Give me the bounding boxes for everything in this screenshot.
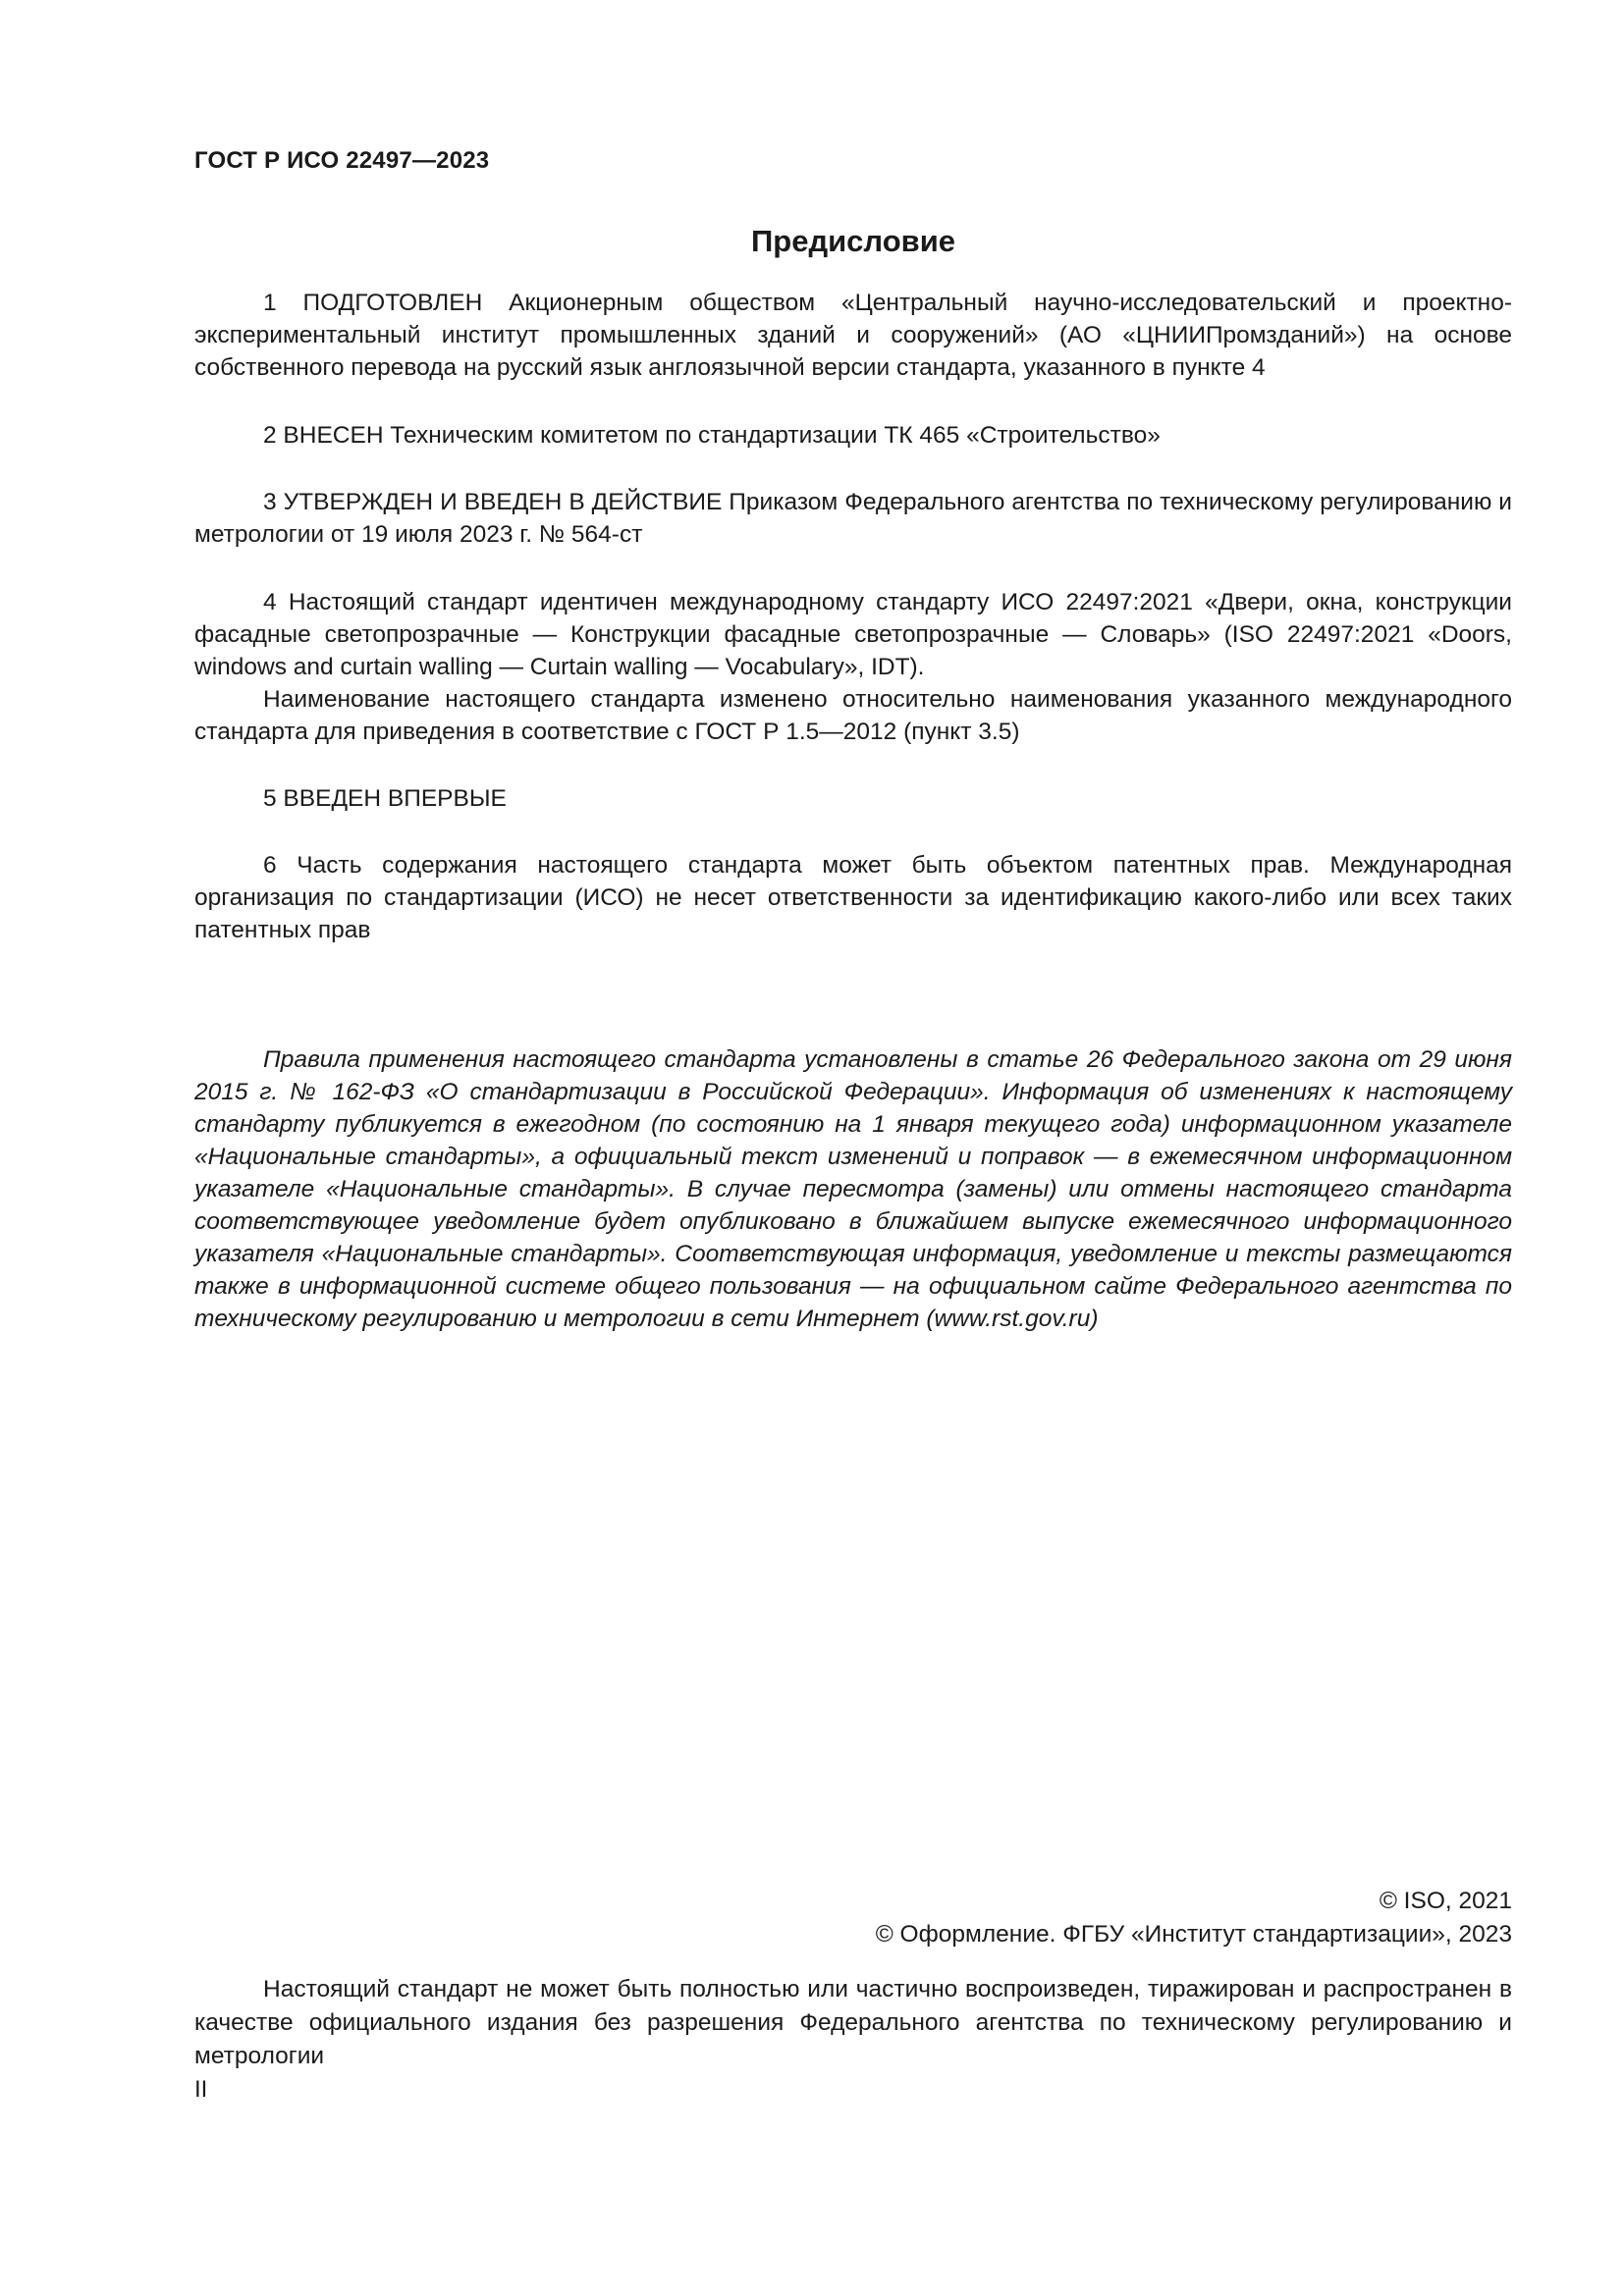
paragraph-5-introduced: 5 ВВЕДЕН ВПЕРВЫЕ: [263, 785, 507, 812]
copyright-iso: © ISO, 2021: [1379, 1888, 1512, 1914]
paragraph-1-prepared: 1 ПОДГОТОВЛЕН Акционерным обществом «Центральный научно-исследовательский и проектно-экспериментальный институт промышленных зданий и сооружений» (АО «ЦНИИПромзданий») на основе собственного перевода на русский язык англоязычной версии стандарта, указанного в пункте 4: [194, 290, 1512, 381]
paragraph-6-patents: 6 Часть содержания настоящего стандарта может быть объектом патентных прав. Международная организация по стандартизации (ИСО) не несет ответственности за идентификацию какого-либо или всех таких патентных прав: [194, 852, 1512, 943]
paragraph-2-submitted: 2 ВНЕСЕН Техническим комитетом по стандартизации ТК 465 «Строительство»: [263, 422, 1161, 449]
page-number: II: [194, 2076, 208, 2103]
paragraph-3-approved: 3 УТВЕРЖДЕН И ВВЕДЕН В ДЕЙСТВИЕ Приказом Федерального агентства по техническому регулированию и метрологии от 19 июля 2023 г. № 564-ст: [194, 489, 1512, 548]
paragraph-4-name-change: Наименование настоящего стандарта изменено относительно наименования указанного международного стандарта для приведения в соответствие с ГОСТ Р 1.5—2012 (пункт 3.5): [194, 686, 1512, 745]
page-title: Предисловие: [750, 224, 955, 258]
rules-notice: Правила применения настоящего стандарта установлены в статье 26 Федерального закона от 29 июня 2015 г. № 162-ФЗ «О стандартизации в Российской Федерации». Информация об изменениях к настоящему стандарту публикуется в ежегодном (по состоянию на 1 января текущего года) информационном указателе «Национальные стандарты», а официальный текст изменений и поправок — в ежемесячном информационном указателе «Национальные стандарты». В случае пересмотра (замены) или отмены настоящего стандарта соответствующее уведомление будет опубликовано в ближайшем выпуске ежемесячного информационного указателя «Национальные стандарты». Соответствующая информация, уведомление и тексты размещаются также в информационной системе общего пользования — на официальном сайте Федерального агентства по техническому регулированию и метрологии в сети Интернет (www.rst.gov.ru): [194, 1046, 1512, 1332]
legal-notice: Настоящий стандарт не может быть полностью или частично воспроизведен, тиражирован и распространен в качестве официального издания без разрешения Федерального агентства по техническому регулированию и метрологии: [194, 1976, 1512, 2069]
copyright-design: © Оформление. ФГБУ «Институт стандартизации», 2023: [875, 1921, 1512, 1948]
paragraph-4-identical: 4 Настоящий стандарт идентичен международному стандарту ИСО 22497:2021 «Двери, окна, конструкции фасадные светопрозрачные — Конструкции фасадные светопрозрачные — Словарь» (ISO 22497:2021 «Doors, windows and curtain walling — Curtain walling — Vocabulary», IDT).: [194, 589, 1512, 680]
standard-code: ГОСТ Р ИСО 22497—2023: [194, 147, 490, 174]
